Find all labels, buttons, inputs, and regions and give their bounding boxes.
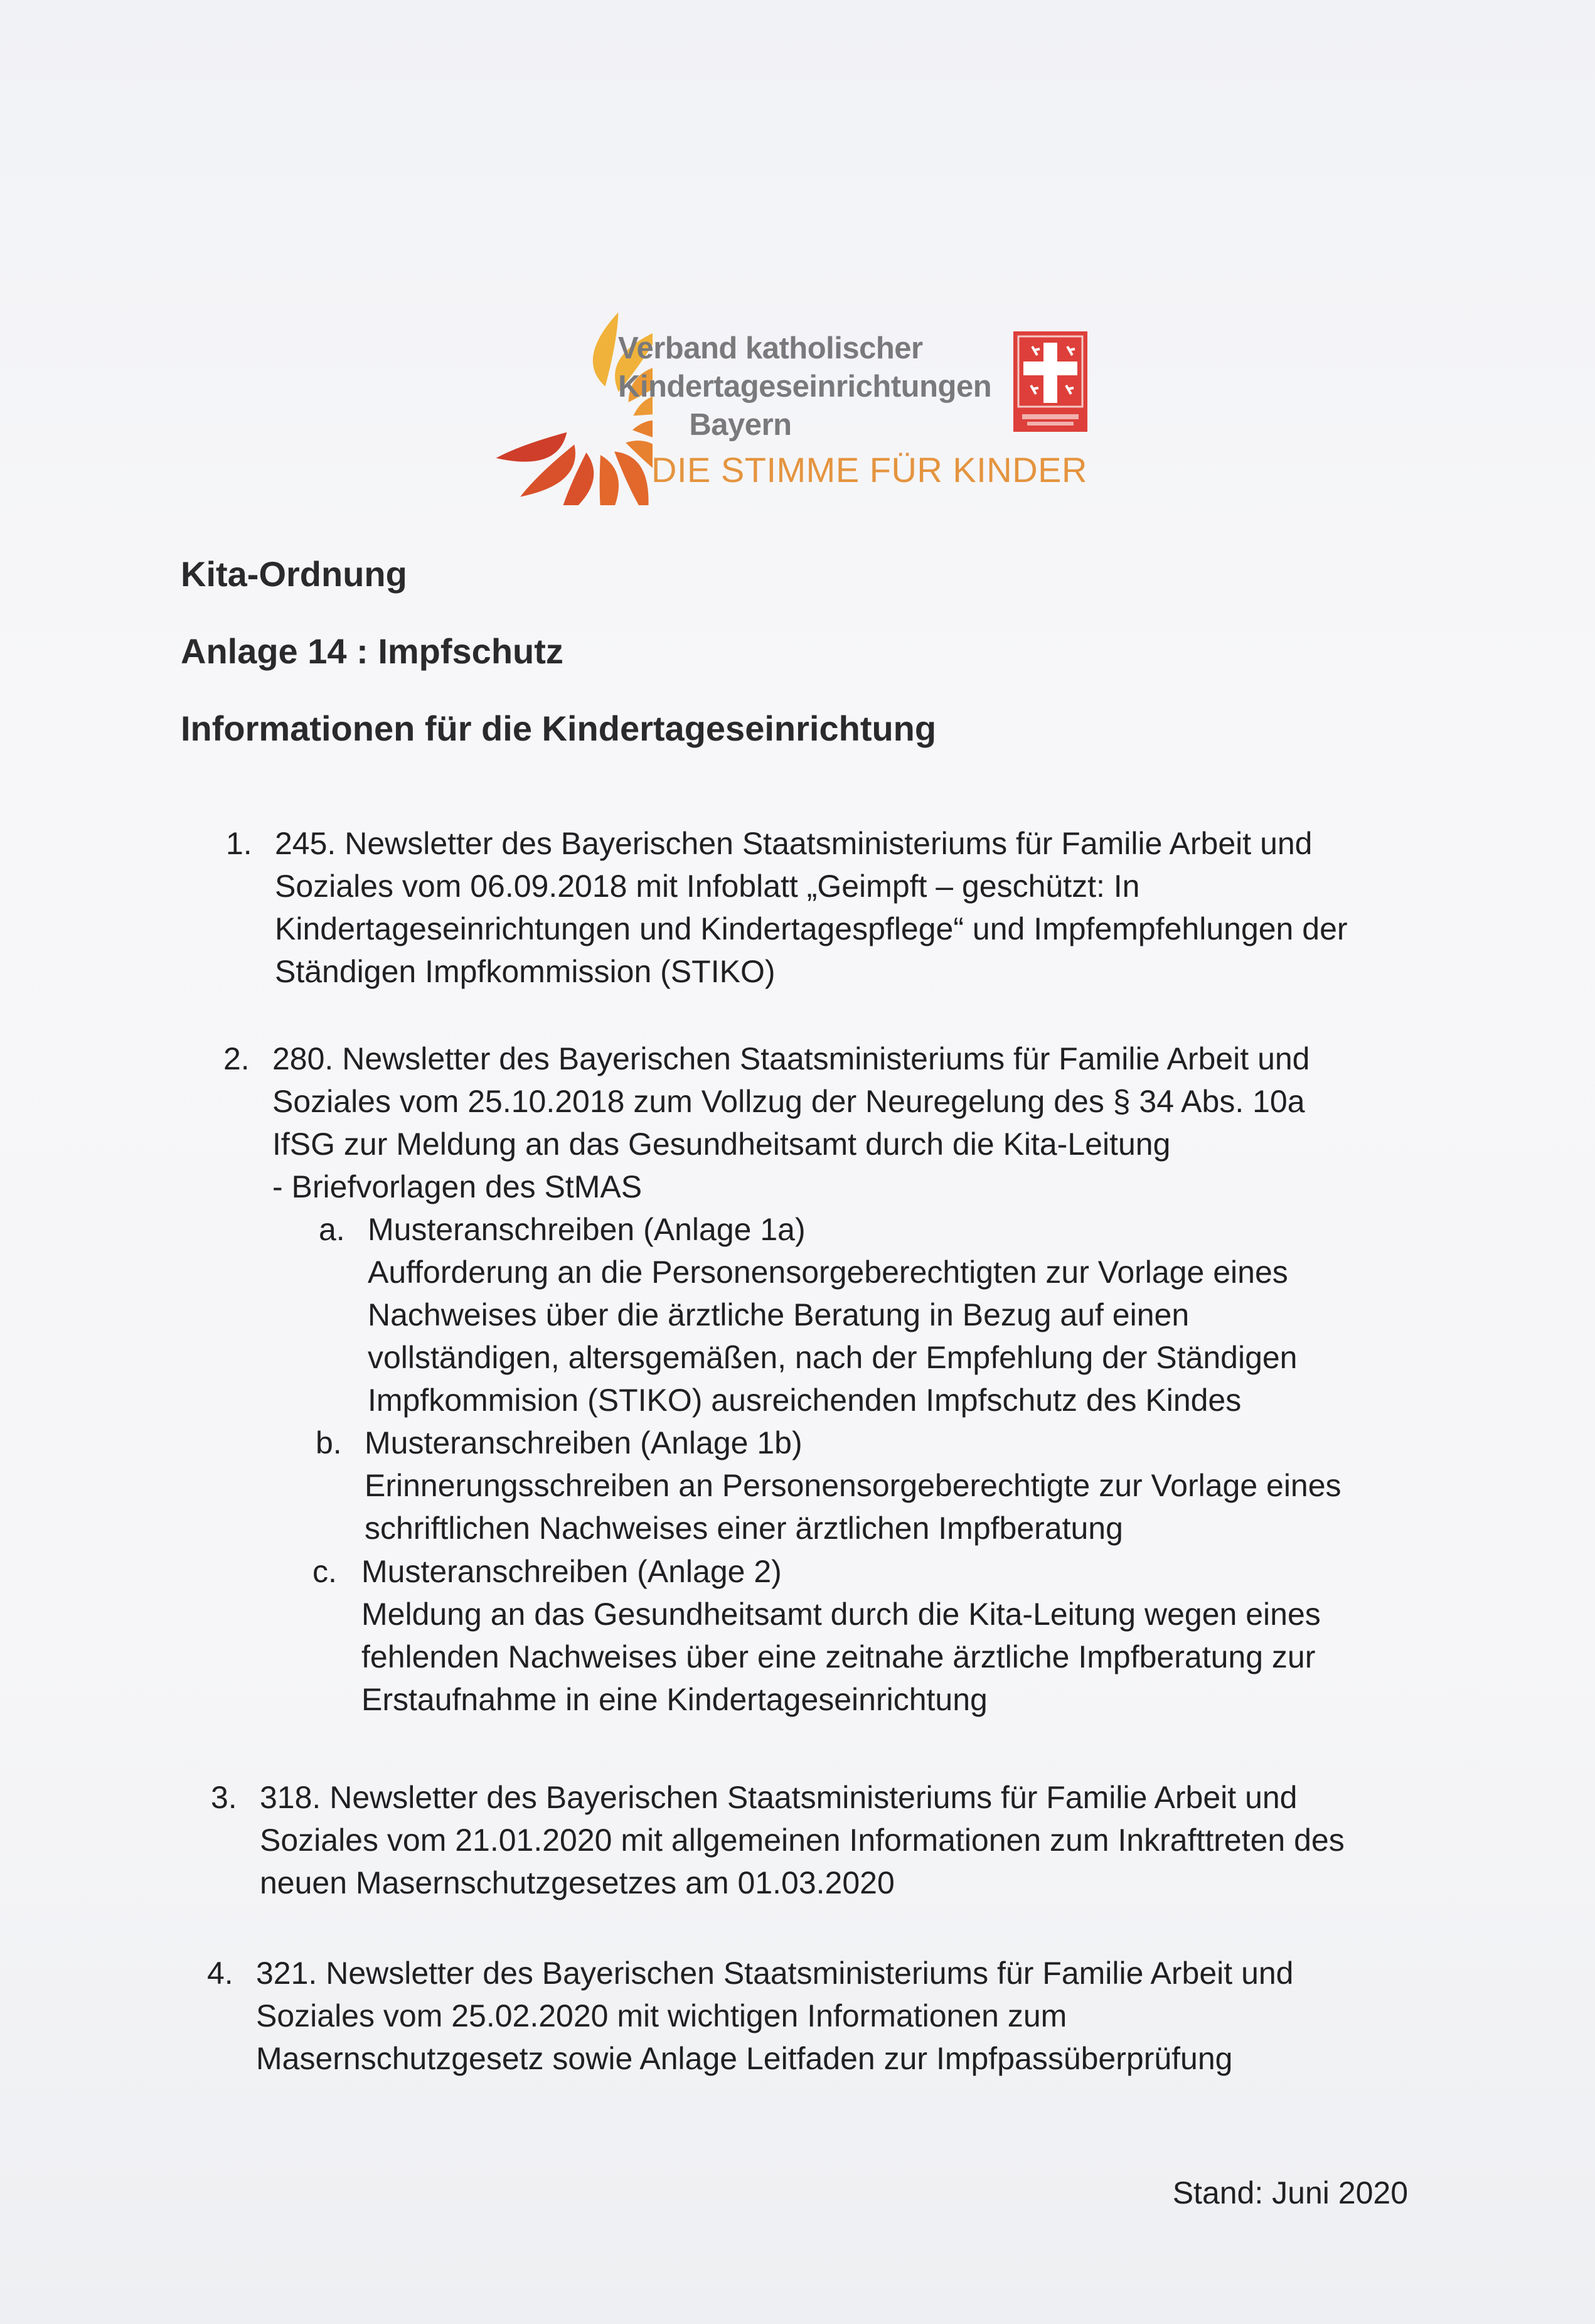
list-item-line: neuen Masernschutzgesetzes am 01.03.2020 xyxy=(260,1865,895,1900)
logo-line-1: Verband katholischer xyxy=(618,331,923,365)
list-item-line: 318. Newsletter des Bayerischen Staatsministeriums für Familie Arbeit und xyxy=(260,1780,1298,1815)
sub-item-letter: b. xyxy=(316,1425,342,1460)
logo-tagline: DIE STIMME FÜR KINDER xyxy=(651,450,1087,490)
list-number: 3. xyxy=(211,1780,237,1815)
list-item-line: Masernschutzgesetz sowie Anlage Leitfaden zur Impfpassüberprüfung xyxy=(256,2041,1233,2076)
sub-item-line: Impfkommision (STIKO) ausreichenden Impfschutz des Kindes xyxy=(368,1383,1242,1418)
logo-wordmark xyxy=(618,329,992,444)
annex-title: Anlage 14 : Impfschutz xyxy=(181,631,563,671)
sub-item-line: Erinnerungsschreiben an Personensorgeberechtigte zur Vorlage eines xyxy=(365,1468,1342,1503)
list-item-line: 321. Newsletter des Bayerischen Staatsministeriums für Familie Arbeit und xyxy=(256,1956,1294,1991)
sub-item-line: Musteranschreiben (Anlage 1b) xyxy=(365,1425,803,1460)
sub-item-line: schriftlichen Nachweises einer ärztlichen Impfberatung xyxy=(365,1511,1123,1546)
sub-item-line: Musteranschreiben (Anlage 1a) xyxy=(368,1212,806,1247)
list-item-line: 280. Newsletter des Bayerischen Staatsministeriums für Familie Arbeit und xyxy=(272,1041,1310,1076)
sub-item-line: Musteranschreiben (Anlage 2) xyxy=(361,1554,782,1589)
sub-item-line: Erstaufnahme in eine Kindertageseinrichtung xyxy=(361,1682,988,1717)
list-item-line: Ständigen Impfkommission (STIKO) xyxy=(275,954,776,989)
sun-ray xyxy=(593,313,619,387)
list-item-line: Kindertageseinrichtungen und Kindertagespflege“ und Impfempfehlungen der xyxy=(275,911,1348,946)
document-subtitle: Informationen für die Kindertageseinrichtung xyxy=(181,709,937,748)
list-item-line: 245. Newsletter des Bayerischen Staatsministeriums für Familie Arbeit und xyxy=(275,826,1313,861)
sun-ray xyxy=(496,432,567,462)
list-number: 1. xyxy=(226,826,252,861)
list-item-line: - Briefvorlagen des StMAS xyxy=(272,1169,643,1204)
logo-line-2: Kindertageseinrichtungen xyxy=(618,370,992,404)
list-number: 2. xyxy=(223,1041,250,1076)
list-item-line: IfSG zur Meldung an das Gesundheitsamt durch die Kita-Leitung xyxy=(272,1127,1171,1162)
sub-item-line: Nachweises über die ärztliche Beratung in Bezug auf einen xyxy=(368,1297,1190,1332)
sub-item-line: vollständigen, altersgemäßen, nach der Empfehlung der Ständigen xyxy=(368,1340,1298,1375)
list-item-line: Soziales vom 25.10.2018 zum Vollzug der Neuregelung des § 34 Abs. 10a xyxy=(272,1084,1305,1119)
sun-ray xyxy=(600,455,619,505)
caritas-cross-icon xyxy=(1013,331,1087,432)
list-number: 4. xyxy=(207,1956,233,1991)
organization-logo xyxy=(489,286,1104,505)
logo-line-3: Bayern xyxy=(689,408,792,442)
sub-item-letter: a. xyxy=(319,1212,345,1247)
list-item-line: Soziales vom 21.01.2020 mit allgemeinen Informationen zum Inkrafttreten des xyxy=(260,1823,1345,1858)
sub-item-line: Meldung an das Gesundheitsamt durch die Kita-Leitung wegen eines xyxy=(361,1597,1321,1632)
document-title: Kita-Ordnung xyxy=(181,554,407,594)
sub-item-letter: c. xyxy=(312,1554,337,1589)
sub-item-line: Aufforderung an die Personensorgeberechtigten zur Vorlage eines xyxy=(368,1255,1288,1290)
list-item-line: Soziales vom 06.09.2018 mit Infoblatt „Geimpft – geschützt: In xyxy=(275,869,1140,904)
list-item-line: Soziales vom 25.02.2020 mit wichtigen Informationen zum xyxy=(256,1998,1067,2033)
sub-item-line: fehlenden Nachweises über eine zeitnahe ärztliche Impfberatung zur xyxy=(361,1639,1316,1674)
document-date: Stand: Juni 2020 xyxy=(1172,2175,1408,2210)
